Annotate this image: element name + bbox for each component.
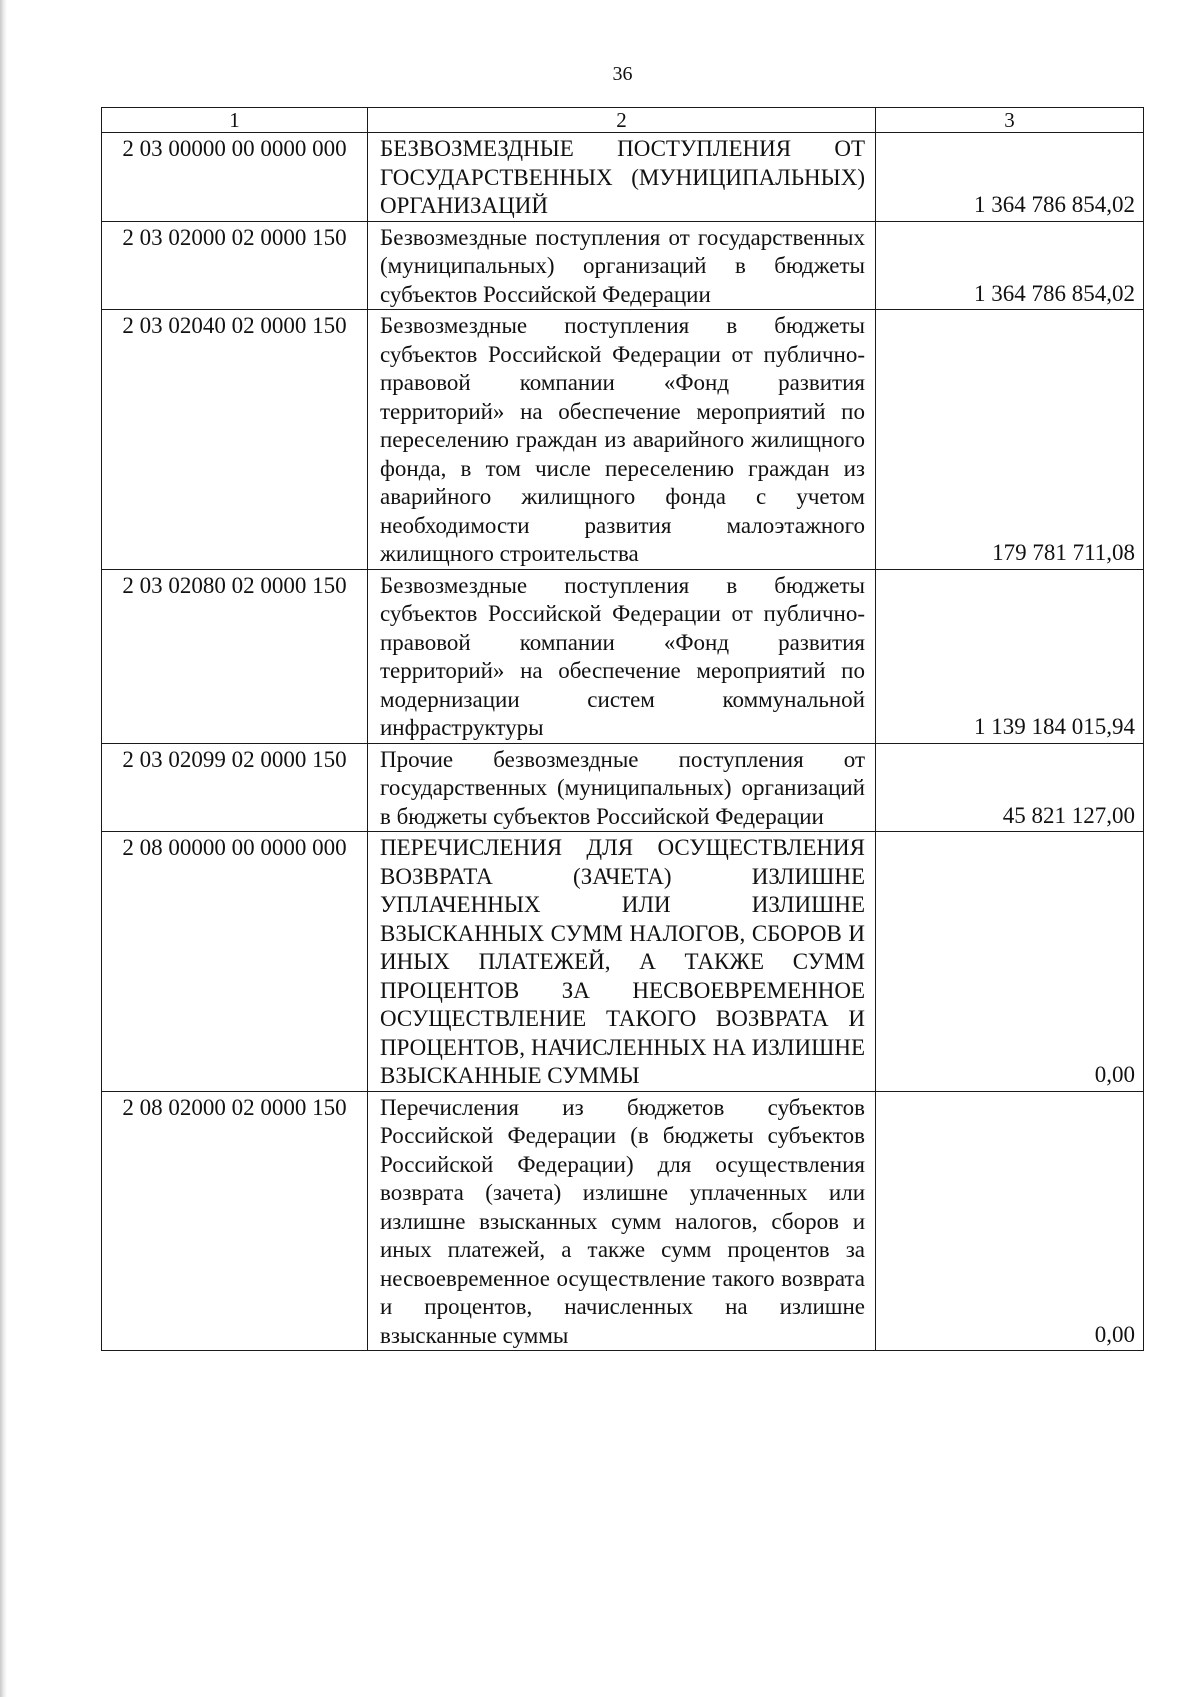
row-amount: 1 139 184 015,94 [876, 569, 1144, 743]
column-header-amount: 3 [876, 108, 1144, 133]
row-code: 2 03 02040 02 0000 150 [102, 310, 368, 570]
row-name: БЕЗВОЗМЕЗДНЫЕ ПОСТУПЛЕНИЯ ОТ ГОСУДАРСТВЕННЫХ (МУНИЦИПАЛЬНЫХ) ОРГАНИЗАЦИЙ [368, 133, 876, 222]
row-code: 2 03 02080 02 0000 150 [102, 569, 368, 743]
row-amount: 1 364 786 854,02 [876, 221, 1144, 310]
table-row [102, 133, 1144, 222]
table-row [102, 832, 1144, 1092]
table-row [102, 1091, 1144, 1351]
table-row [102, 310, 1144, 570]
row-name: Безвозмездные поступления от государственных (муниципальных) организаций в бюджеты субъектов Российской Федерации [368, 221, 876, 310]
budget-revenue-table [101, 107, 1144, 1351]
row-name: Перечисления из бюджетов субъектов Российской Федерации (в бюджеты субъектов Российской Федерации) для осуществления возврата (зачета) излишне уплаченных или излишне взысканных сумм налогов, сборов и иных платежей, а также сумм процентов за несвоевременное осуществление такого возврата и процентов, начисленных на излишне взысканные суммы [368, 1091, 876, 1351]
row-name: ПЕРЕЧИСЛЕНИЯ ДЛЯ ОСУЩЕСТВЛЕНИЯ ВОЗВРАТА (ЗАЧЕТА) ИЗЛИШНЕ УПЛАЧЕННЫХ ИЛИ ИЗЛИШНЕ ВЗЫСКАННЫХ СУММ НАЛОГОВ, СБОРОВ И ИНЫХ ПЛАТЕЖЕЙ, А ТАКЖЕ СУММ ПРОЦЕНТОВ ЗА НЕСВОЕВРЕМЕННОЕ ОСУЩЕСТВЛЕНИЕ ТАКОГО ВОЗВРАТА И ПРОЦЕНТОВ, НАЧИСЛЕННЫХ НА ИЗЛИШНЕ ВЗЫСКАННЫЕ СУММЫ [368, 832, 876, 1092]
row-amount: 179 781 711,08 [876, 310, 1144, 570]
row-code: 2 08 00000 00 0000 000 [102, 832, 368, 1092]
scan-edge-shadow [0, 0, 7, 1697]
row-amount: 1 364 786 854,02 [876, 133, 1144, 222]
row-name: Безвозмездные поступления в бюджеты субъектов Российской Федерации от публично-правовой компании «Фонд развития территорий» на обеспечение мероприятий по модернизации систем коммунальной инфраструктуры [368, 569, 876, 743]
row-code: 2 03 02000 02 0000 150 [102, 221, 368, 310]
row-code: 2 08 02000 02 0000 150 [102, 1091, 368, 1351]
column-header-name: 2 [368, 108, 876, 133]
row-code: 2 03 02099 02 0000 150 [102, 743, 368, 832]
page-number: 36 [612, 63, 633, 85]
row-name: Прочие безвозмездные поступления от государственных (муниципальных) организаций в бюджеты субъектов Российской Федерации [368, 743, 876, 832]
column-header-code: 1 [102, 108, 368, 133]
table-row [102, 569, 1144, 743]
row-amount: 0,00 [876, 832, 1144, 1092]
table-row [102, 221, 1144, 310]
row-code: 2 03 00000 00 0000 000 [102, 133, 368, 222]
row-amount: 0,00 [876, 1091, 1144, 1351]
table-row [102, 743, 1144, 832]
row-amount: 45 821 127,00 [876, 743, 1144, 832]
row-name: Безвозмездные поступления в бюджеты субъектов Российской Федерации от публично-правовой компании «Фонд развития территорий» на обеспечение мероприятий по переселению граждан из аварийного жилищного фонда, в том числе переселению граждан из аварийного жилищного фонда с учетом необходимости развития малоэтажного жилищного строительства [368, 310, 876, 570]
table-header-row [102, 108, 1144, 133]
